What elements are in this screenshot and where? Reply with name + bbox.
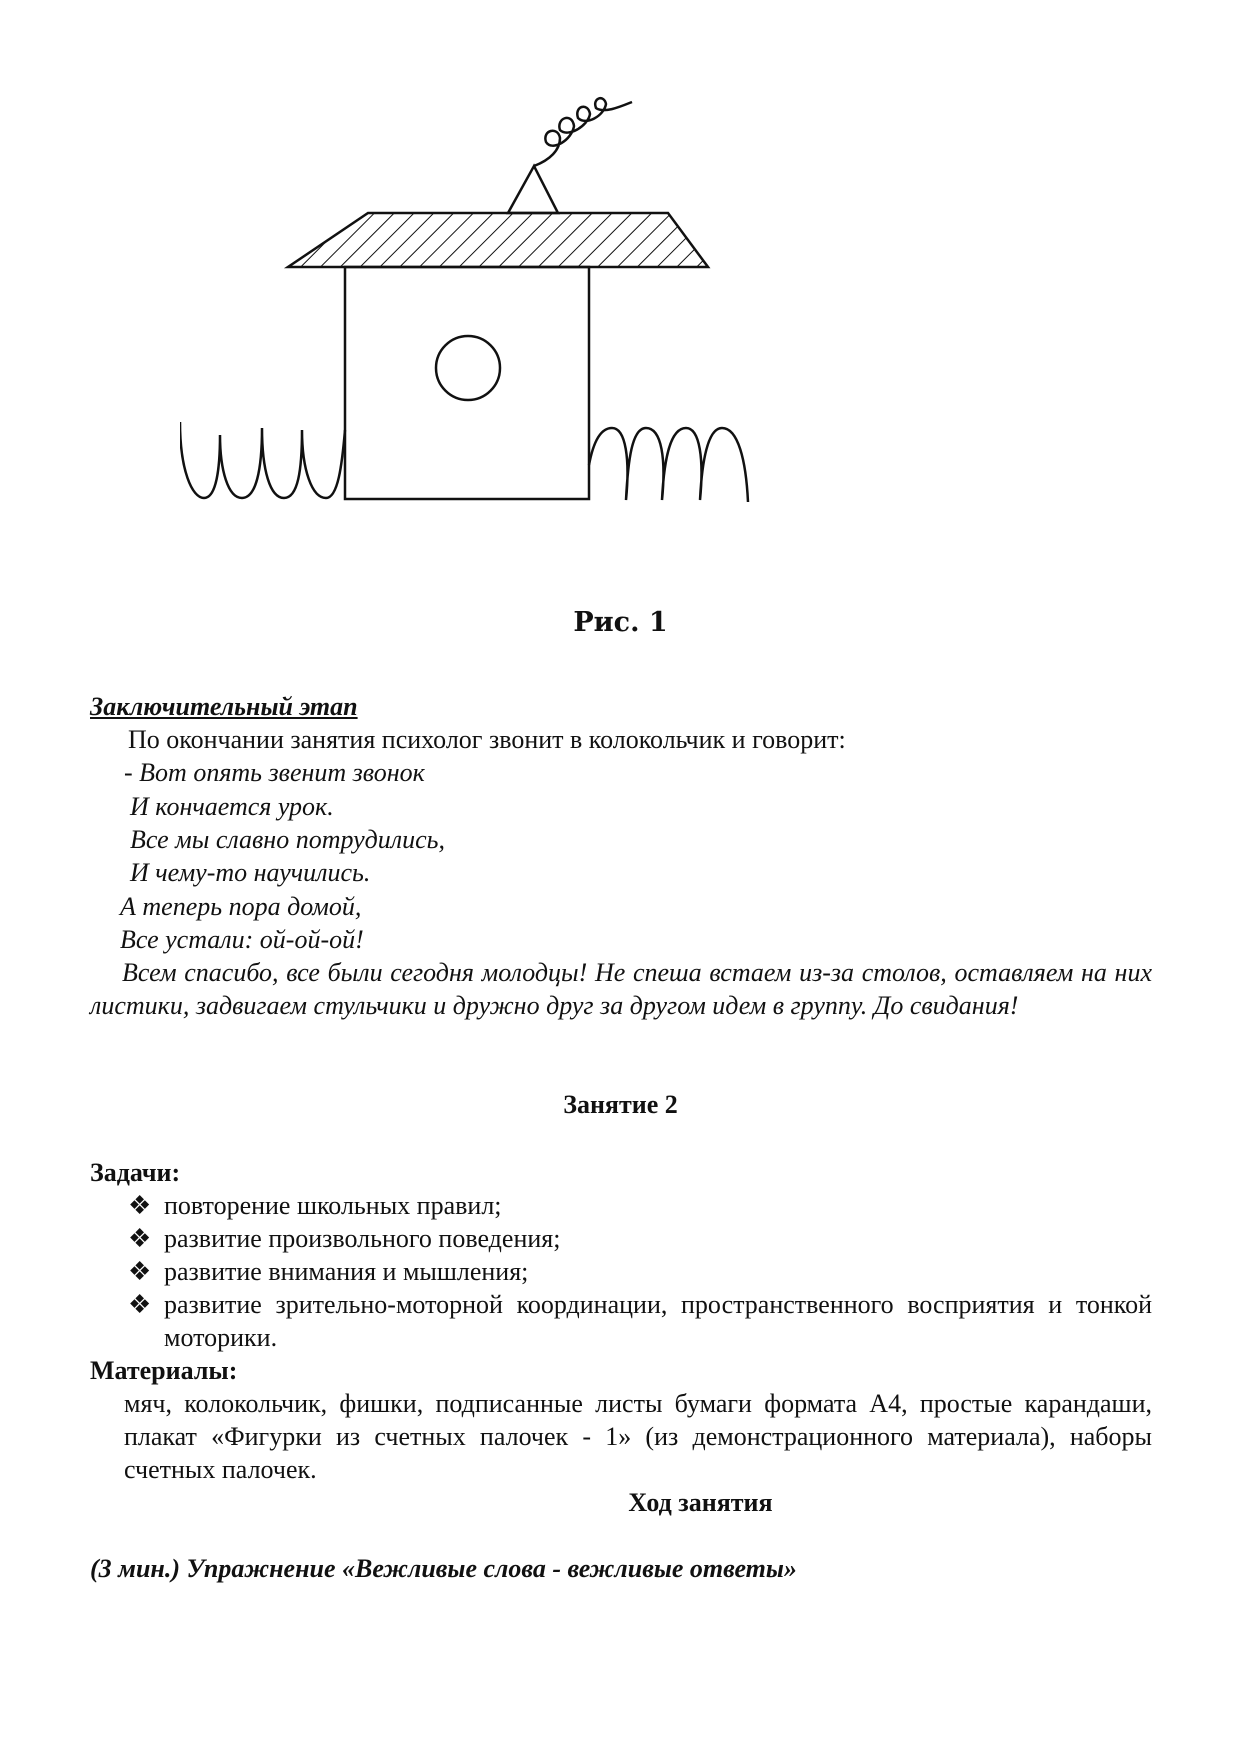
poem-line-4: И чему-то научились.: [130, 858, 371, 887]
round-window: [436, 336, 500, 400]
smoke-spiral: [534, 98, 632, 166]
poem-line-1: - Вот опять звенит звонок: [124, 758, 425, 787]
task-text: развитие внимания и мышления;: [164, 1257, 529, 1286]
task-item: [128, 1189, 1152, 1222]
bullet-icon: ❖: [128, 1290, 152, 1319]
task-text: развитие зрительно-моторной координации, пространственного восприятия и тонкой моторики.: [164, 1290, 1152, 1352]
intro-text: По окончании занятия психолог звонит в колокольчик и говорит:: [128, 725, 846, 754]
tasks-label: Задачи:: [90, 1158, 181, 1187]
task-item: [128, 1288, 1152, 1354]
house-wall: [345, 267, 589, 499]
grass-left: [180, 422, 345, 498]
poem-line-6: Все устали: ой-ой-ой!: [120, 925, 364, 954]
exercise-heading: (3 мин.) Упражнение «Вежливые слова - вежливые ответы»: [90, 1554, 797, 1583]
task-text: повторение школьных правил;: [164, 1191, 502, 1220]
poem-line-2: И кончается урок.: [130, 792, 334, 821]
bullet-icon: ❖: [128, 1191, 152, 1220]
chimney: [508, 166, 558, 213]
task-text: развитие произвольного поведения;: [164, 1224, 561, 1253]
grass-right: [589, 428, 748, 502]
lesson-title: Занятие 2: [563, 1090, 678, 1119]
bullet-icon: ❖: [128, 1224, 152, 1253]
task-item: [128, 1222, 1152, 1255]
progress-title: Ход занятия: [628, 1488, 773, 1517]
task-item: [128, 1255, 1152, 1288]
final-stage-heading: Заключительный этап: [90, 692, 358, 721]
materials-text: мяч, колокольчик, фишки, подписанные листы бумаги формата А4, простые карандаши, плакат «Фигурки из счетных палочек - 1» (из демонстрационного материала), наборы счетных палочек.: [124, 1389, 1152, 1484]
poem-line-3: Все мы славно потрудились,: [130, 825, 445, 854]
materials-label: Материалы:: [90, 1356, 238, 1385]
figure-caption: Рис. 1: [573, 607, 668, 638]
house-figure: [180, 90, 860, 580]
bullet-icon: ❖: [128, 1257, 152, 1286]
poem-line-5: А теперь пора домой,: [120, 892, 362, 921]
closing-paragraph: Всем спасибо, все были сегодня молодцы! Не спеша встаем из-за столов, оставляем на них листики, задвигаем стульчики и дружно друг за другом идем в группу. До свидания!: [90, 958, 1152, 1020]
